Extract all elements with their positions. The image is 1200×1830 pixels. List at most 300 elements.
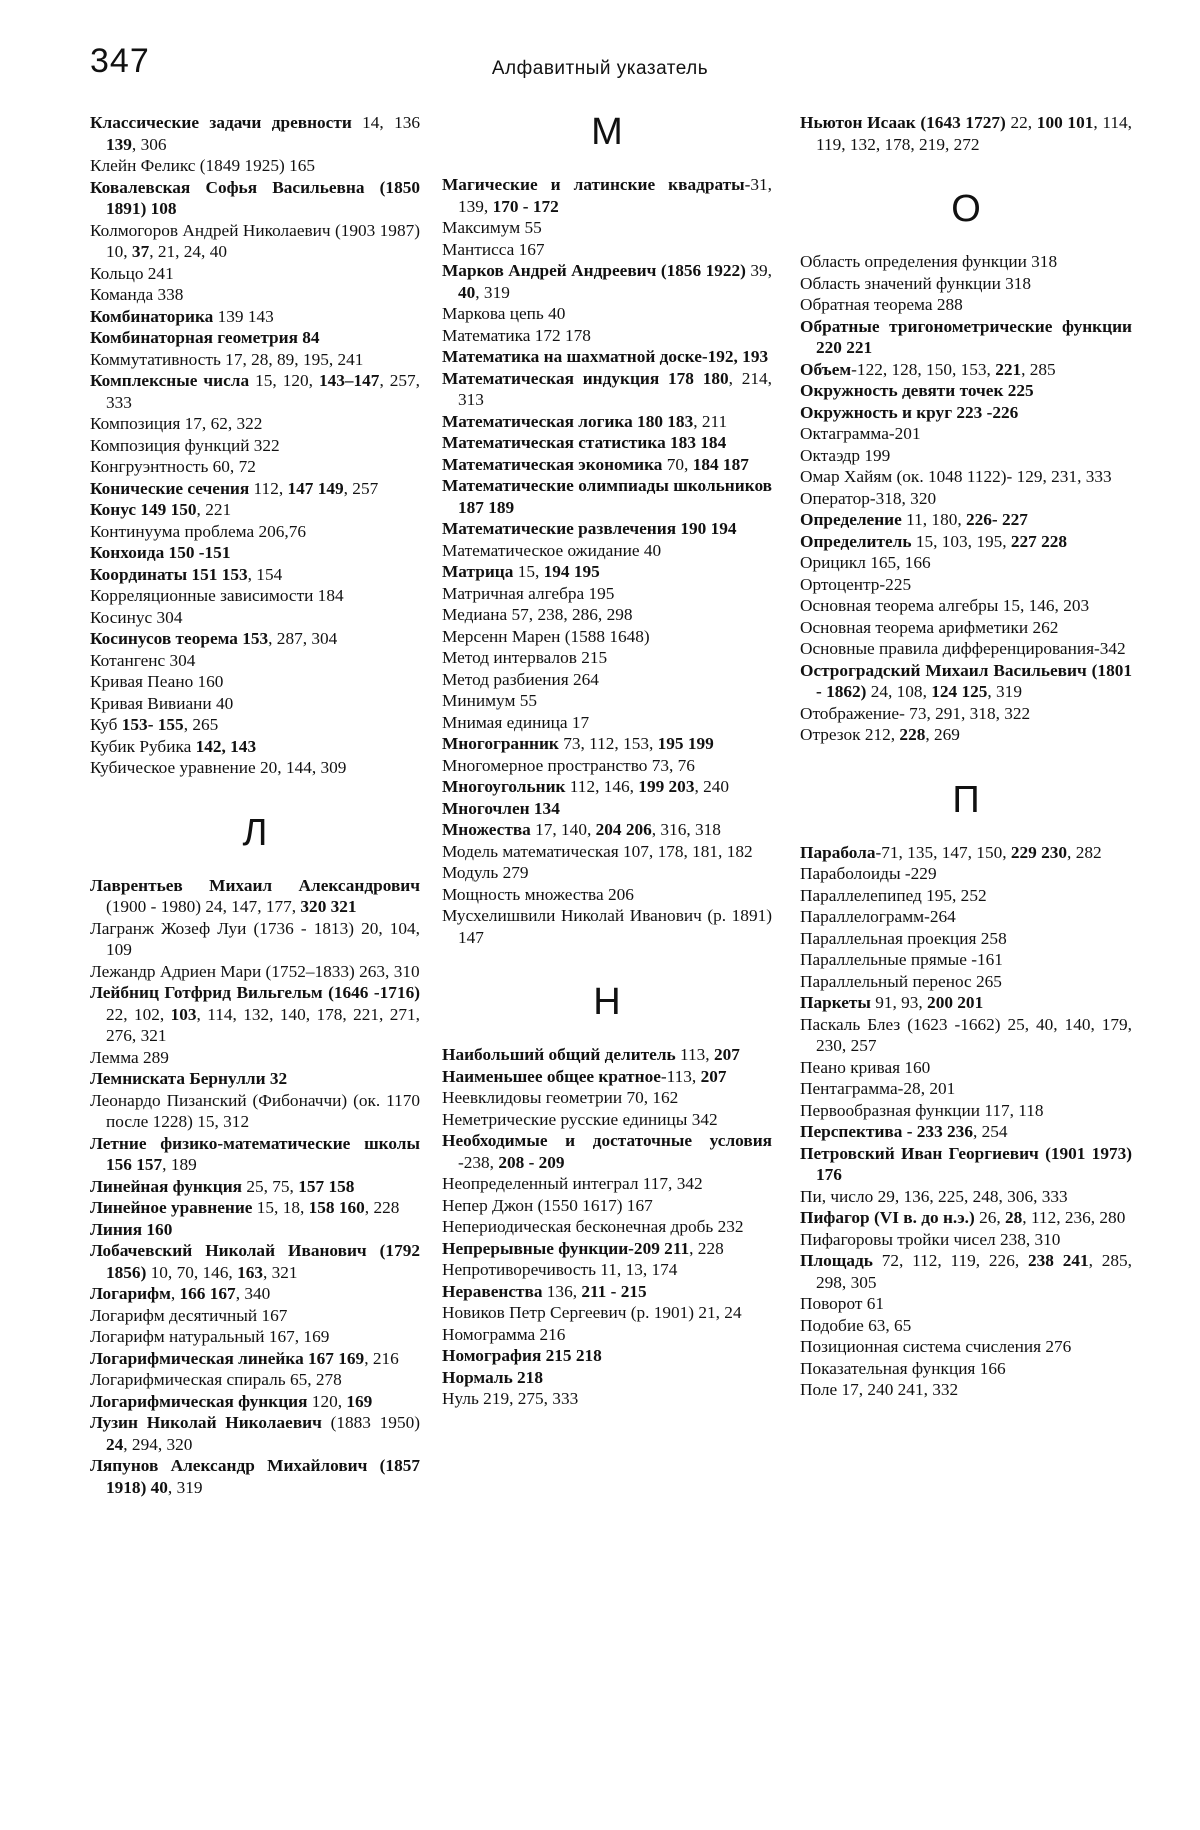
section-letter: Н: [593, 981, 621, 1023]
entry-text-bold: Необходимые и достаточные условия: [442, 1131, 772, 1150]
entry-text: Ортоцентр-225: [800, 574, 912, 594]
index-entry: [90, 112, 420, 155]
index-entry: [90, 1047, 420, 1069]
index-entry: [800, 423, 1132, 445]
index-entry: [800, 1078, 1132, 1100]
entry-text: Показательная функция 166: [800, 1358, 1006, 1378]
index-entry: [90, 177, 420, 220]
entry-text-bold: Наибольший общий делитель: [442, 1045, 676, 1064]
entry-text: , 306: [131, 134, 167, 154]
entry-text-bold: 194 195: [543, 562, 600, 581]
entry-text-bold: Многочлен 134: [442, 798, 560, 818]
entry-text-bold: 40: [458, 282, 476, 302]
section-letter: Л: [242, 811, 268, 854]
entry-text: Пифагоровы тройки чисел 238, 310: [800, 1229, 1061, 1249]
entry-text-bold: Марков Андрей Андреевич (1856 1922): [442, 261, 746, 280]
index-entry: [90, 1133, 420, 1176]
entry-text: Корреляционные зависимости 184: [90, 586, 344, 605]
index-entry: [90, 982, 420, 1047]
index-entry: [800, 928, 1132, 950]
index-entry: [90, 521, 420, 543]
index-entry: [800, 552, 1132, 574]
entry-text: Куб: [90, 715, 122, 734]
index-entry: [442, 841, 772, 863]
index-entry: [800, 1293, 1132, 1315]
entry-text: Логарифм натуральный 167, 169: [90, 1327, 330, 1346]
index-entry: [800, 1121, 1132, 1143]
entry-text: Континуума проблема 206,76: [90, 521, 306, 541]
entry-text: Поле 17, 240 241, 332: [800, 1380, 959, 1399]
index-entry: [442, 1259, 772, 1281]
index-entry: [800, 1250, 1132, 1293]
entry-text-bold: Летние физико-математические школы 156 157: [90, 1133, 420, 1174]
entry-text-bold: 184 187: [692, 454, 749, 474]
index-entry: [442, 1044, 772, 1066]
index-entry: [800, 273, 1132, 295]
index-entry: [800, 402, 1132, 424]
entry-text-bold: 143–147: [318, 371, 380, 390]
index-entry: [800, 112, 1132, 155]
entry-text-bold: Парабола: [800, 842, 876, 862]
entry-text: , 287, 304: [268, 629, 338, 648]
index-entry: [442, 1195, 772, 1217]
entry-text: Параллельная проекция 258: [800, 928, 1007, 948]
entry-text: Конгруэнтность 60, 72: [90, 457, 256, 476]
entry-text-bold: 200 201: [927, 993, 984, 1012]
entry-text: Медиана 57, 238, 286, 298: [442, 605, 633, 624]
entry-text-bold: Ковалевская Софья Васильевна (1850 1891) 108: [90, 177, 420, 218]
index-entry: [800, 863, 1132, 885]
entry-text: Омар Хайям (ок. 1048 1122)- 129, 231, 333: [800, 467, 1112, 486]
index-entry: [90, 220, 420, 263]
entry-text: Лагранж Жозеф Луи (1736 - 1813) 20, 104, 109: [90, 918, 420, 959]
entry-text: Композиция функций 322: [90, 435, 280, 455]
index-entry: [90, 628, 420, 650]
entry-text: , 211: [693, 411, 728, 431]
entry-text: , 265: [183, 715, 219, 734]
entry-text: Неопределенный интеграл 117, 342: [442, 1174, 703, 1193]
index-entry: [800, 466, 1132, 488]
index-entry: [90, 155, 420, 177]
index-entry: [442, 626, 772, 648]
entry-text: Кубик Рубика: [90, 736, 196, 756]
index-entry: [442, 260, 772, 303]
entry-text: , 294, 320: [123, 1434, 193, 1454]
entry-text: 14, 136: [351, 113, 420, 132]
index-entry: [90, 1412, 420, 1455]
index-entry: [442, 1087, 772, 1109]
index-entry: [800, 638, 1132, 660]
entry-text: Лемма 289: [90, 1047, 169, 1067]
index-column-1: [90, 112, 420, 1498]
entry-text-bold: Математические развлечения 190 194: [442, 519, 737, 538]
entry-text-bold: Ньютон Исаак (1643 1727): [800, 113, 1006, 132]
entry-text: 26,: [974, 1208, 1006, 1227]
entry-text: , 112, 236, 280: [1022, 1208, 1126, 1227]
index-entry: [800, 617, 1132, 639]
index-entry: [90, 564, 420, 586]
entry-text-bold: Линия 160: [90, 1219, 173, 1239]
index-entry: [442, 239, 772, 261]
entry-text-bold: Классические задачи древности: [90, 113, 352, 132]
index-entry: [442, 884, 772, 906]
index-entry: [800, 316, 1132, 359]
index-entry: [800, 359, 1132, 381]
entry-text: 22,: [1005, 113, 1037, 132]
entry-text-bold: Петровский Иван Георгиевич (1901 1973) 176: [800, 1143, 1132, 1184]
index-entry: [442, 1109, 772, 1131]
entry-text: Леонардо Пизанский (Фибоначчи) (ок. 1170 после 1228) 15, 312: [90, 1090, 420, 1131]
index-entry: [90, 961, 420, 983]
entry-text-bold: Конус: [90, 500, 137, 519]
entry-text-bold: Неравенства: [442, 1281, 543, 1301]
entry-text-bold: 221: [995, 359, 1022, 379]
entry-text-bold: Логарифмическая функция: [90, 1391, 308, 1411]
entry-text: , 319: [167, 1477, 203, 1497]
entry-text-bold: Паркеты: [800, 993, 871, 1012]
entry-text-bold: Координаты 151 153: [90, 564, 248, 584]
entry-text: 10, 70, 146,: [146, 1262, 238, 1282]
entry-text: 112,: [249, 478, 288, 498]
entry-text-bold: 147 149: [287, 478, 344, 498]
index-entry: [442, 174, 772, 217]
entry-text-bold: 195 199: [657, 734, 714, 753]
entry-text: Область определения функции 318: [800, 252, 1058, 271]
entry-text-bold: Конические сечения: [90, 478, 250, 498]
entry-text: Первообразная функции 117, 118: [800, 1100, 1044, 1120]
entry-text-bold: 163: [237, 1262, 263, 1282]
index-entry: [90, 714, 420, 736]
entry-text-bold: Многогранник: [442, 734, 559, 753]
entry-text-bold: Обратные тригонометрические функции 220 221: [800, 316, 1132, 357]
entry-text-bold: Линейная функция: [90, 1176, 243, 1196]
index-entry: [800, 509, 1132, 531]
index-entry: [800, 1143, 1132, 1186]
entry-text-bold: 149 150: [140, 500, 197, 519]
entry-text: Пи, число 29, 136, 225, 248, 306, 333: [800, 1186, 1068, 1206]
entry-text-bold: 24: [106, 1434, 124, 1454]
entry-text: , 282: [1067, 842, 1102, 862]
entry-text-bold: Магические и латинские квадраты: [442, 175, 745, 194]
index-entry: [800, 724, 1132, 746]
index-entry: [442, 798, 772, 820]
index-entry: [442, 862, 772, 884]
running-head: Алфавитный указатель: [491, 58, 709, 79]
entry-text-bold: 227 228: [1010, 531, 1068, 551]
index-entry: [90, 413, 420, 435]
entry-text: Позиционная система счисления 276: [800, 1337, 1072, 1356]
index-entry: [442, 669, 772, 691]
index-entry: [90, 693, 420, 715]
index-entry: [800, 842, 1132, 864]
entry-text-bold: 320 321: [300, 897, 357, 916]
index-column-2: [442, 112, 772, 1410]
index-entry: [800, 380, 1132, 402]
entry-text: Мусхелишвили Николай Иванович (р. 1891) 147: [442, 906, 772, 947]
index-entry: [442, 368, 772, 411]
entry-text-bold: Лейбниц Готфрид Вильгельм (1646 -1716): [90, 983, 420, 1002]
entry-text-bold: 153- 155: [121, 715, 184, 734]
entry-text: 72, 112, 119, 226,: [872, 1251, 1028, 1270]
entry-text-bold: 103: [170, 1004, 197, 1024]
index-entry: [90, 918, 420, 961]
index-entry: [800, 1358, 1132, 1380]
index-entry: [90, 1090, 420, 1133]
entry-text: Коммутативность 17, 28, 89, 195, 241: [90, 349, 364, 369]
entry-text-bold: 229 230: [1010, 842, 1068, 862]
entry-text: Мерсенн Марен (1588 1648): [442, 626, 650, 646]
index-entry: [800, 488, 1132, 510]
index-entry: [442, 583, 772, 605]
entry-text: , 285, 298, 305: [816, 1251, 1132, 1292]
index-entry: [442, 346, 772, 368]
index-entry: [800, 1379, 1132, 1401]
entry-text: Непериодическая бесконечная дробь 232: [442, 1217, 744, 1236]
index-entry: [442, 1324, 772, 1346]
entry-text-bold: Наименьшее общее кратное: [442, 1066, 661, 1086]
entry-text: Подобие 63, 65: [800, 1315, 912, 1335]
entry-text: , 21, 24, 40: [149, 242, 227, 261]
index-entry: [800, 1057, 1132, 1079]
index-entry: [800, 1315, 1132, 1337]
entry-text: 25, 75,: [242, 1176, 299, 1196]
entry-text: 17, 140,: [530, 820, 596, 839]
entry-text: Неметрические русские единицы 342: [442, 1109, 718, 1129]
entry-text-bold: 124 125: [931, 682, 988, 701]
entry-text: Математика 172 178: [442, 325, 591, 345]
index-entry: [90, 542, 420, 564]
entry-text: 136,: [542, 1281, 582, 1301]
entry-text-bold: 100 101: [1036, 113, 1094, 132]
entry-text: , 285: [1021, 359, 1056, 379]
index-entry: [90, 650, 420, 672]
index-entry: [90, 478, 420, 500]
index-entry: [90, 1305, 420, 1327]
entry-text: , 254: [972, 1122, 1008, 1141]
entry-text-bold: Многоугольник: [442, 777, 566, 796]
entry-text-bold: Комбинаторика: [90, 306, 214, 326]
entry-text: Максимум 55: [442, 218, 542, 237]
entry-text: , 214, 313: [458, 368, 772, 409]
entry-text: Поворот 61: [800, 1294, 885, 1313]
index-entry: [90, 1197, 420, 1219]
entry-text: 73, 112, 153,: [558, 734, 658, 753]
entry-text: Область значений функции 318: [800, 273, 1032, 293]
index-entry: [90, 736, 420, 758]
index-entry: [442, 325, 772, 347]
index-entry: [442, 1388, 772, 1410]
entry-text-bold: 207: [713, 1045, 740, 1064]
entry-text: Пеано кривая 160: [800, 1057, 931, 1077]
index-entry: [442, 1302, 772, 1324]
entry-text-bold: 169: [346, 1391, 373, 1411]
index-entry: [442, 1173, 772, 1195]
index-entry: [90, 263, 420, 285]
entry-text-bold: Ляпунов Александр Михайлович (1857 1918) 40: [90, 1456, 420, 1497]
page-number: 347: [90, 42, 150, 80]
index-entry: [442, 561, 772, 583]
index-entry: [800, 595, 1132, 617]
entry-text: Колмогоров Андрей Николаевич (1903 1987) 10,: [90, 220, 420, 261]
entry-text-bold: Непрерывные функции-209 211: [442, 1238, 690, 1258]
entry-text: , 257, 333: [106, 371, 420, 412]
entry-text: Нуль 219, 275, 333: [442, 1389, 579, 1408]
entry-text: Неевклидовы геометрии 70, 162: [442, 1088, 679, 1107]
entry-text: -113,: [660, 1066, 701, 1086]
index-entry: [800, 294, 1132, 316]
index-entry: [442, 518, 772, 540]
entry-text: ,: [170, 1284, 180, 1303]
entry-text: Параллелепипед 195, 252: [800, 885, 987, 905]
entry-text: Композиция 17, 62, 322: [90, 414, 263, 433]
entry-text: 120,: [307, 1391, 347, 1411]
entry-text: Многомерное пространство 73, 76: [442, 755, 695, 775]
index-entry: [442, 690, 772, 712]
index-entry: [442, 604, 772, 626]
entry-text: Октаэдр 199: [800, 445, 891, 465]
index-entry: [90, 1240, 420, 1283]
entry-text: Модуль 279: [442, 863, 529, 882]
entry-text-bold: Математические олимпиады школьников 187 189: [442, 476, 772, 517]
entry-text-bold: Номография 215 218: [442, 1346, 602, 1365]
index-entry: [442, 776, 772, 798]
entry-text: 139 143: [213, 306, 274, 326]
entry-text: Лежандр Адриен Мари (1752–1833) 263, 310: [90, 961, 420, 981]
index-entry: [442, 1345, 772, 1367]
index-entry: [800, 992, 1132, 1014]
index-entry: [442, 1130, 772, 1173]
entry-text-bold: Лобачевский Николай Иванович (1792 1856): [90, 1241, 420, 1282]
section-letter: П: [952, 778, 980, 821]
index-entry: [90, 875, 420, 918]
entry-text: 22, 102,: [106, 1004, 171, 1024]
entry-text: -71, 135, 147, 150,: [875, 842, 1011, 862]
index-entry: [90, 1326, 420, 1348]
entry-text: , 340: [235, 1284, 271, 1303]
index-entry: [90, 456, 420, 478]
index-entry: [442, 819, 772, 841]
entry-text-bold: Математика на шахматной доске-192, 193: [442, 347, 769, 366]
index-entry: [442, 1367, 772, 1389]
entry-text: , 228: [364, 1198, 400, 1217]
entry-text-bold: 37: [131, 242, 150, 261]
entry-text: Математическое ожидание 40: [442, 540, 662, 560]
index-entry: [90, 499, 420, 521]
entry-text-bold: Логарифм: [90, 1284, 171, 1303]
entry-text: Пентаграмма-28, 201: [800, 1079, 956, 1098]
entry-text-bold: Косинусов теорема 153: [90, 629, 269, 648]
entry-text-bold: Окружность и круг 223 -226: [800, 402, 1019, 422]
index-entry: [800, 574, 1132, 596]
entry-text: , 316, 318: [651, 820, 721, 839]
index-entry: [90, 284, 420, 306]
entry-text: Кривая Вивиани 40: [90, 693, 234, 713]
index-entry: [442, 905, 772, 948]
entry-text: Модель математическая 107, 178, 181, 182: [442, 841, 753, 861]
entry-text-bold: Определитель: [800, 531, 912, 551]
entry-text: -238,: [458, 1152, 499, 1172]
entry-text-bold: Лемниската Бернулли 32: [90, 1069, 288, 1088]
entry-text: 15, 120,: [249, 371, 319, 390]
entry-text: Мощность множества 206: [442, 884, 634, 904]
index-entry: [442, 1281, 772, 1303]
index-entry: [90, 306, 420, 328]
entry-text: -31, 139,: [458, 175, 772, 216]
index-entry: [800, 445, 1132, 467]
index-entry: [800, 531, 1132, 553]
entry-text-bold: Комбинаторная геометрия 84: [90, 328, 320, 347]
entry-text: Непротиворечивость 11, 13, 174: [442, 1260, 678, 1279]
index-entry: [90, 370, 420, 413]
entry-text: , 189: [162, 1155, 197, 1174]
index-entry: [90, 327, 420, 349]
entry-text-bold: Определение: [800, 510, 902, 529]
entry-text: , 269: [925, 725, 960, 744]
entry-text: Клейн Феликс (1849 1925) 165: [90, 156, 315, 175]
entry-text: Отрезок 212,: [800, 725, 900, 744]
entry-text: Матричная алгебра 195: [442, 583, 615, 603]
entry-text-bold: 226- 227: [966, 510, 1028, 529]
entry-text-bold: 142, 143: [195, 736, 257, 756]
entry-text: Новиков Петр Сергеевич (р. 1901) 21, 24: [442, 1303, 742, 1322]
entry-text: 112, 146,: [565, 777, 639, 796]
entry-text: Мнимая единица 17: [442, 712, 590, 732]
entry-text: Параллельный перенос 265: [800, 971, 1002, 991]
index-entry: [800, 1336, 1132, 1358]
section-letter: М: [591, 111, 623, 153]
entry-text-bold: Окружность девяти точек 225: [800, 381, 1034, 400]
index-entry: [90, 1219, 420, 1241]
index-entry: [800, 949, 1132, 971]
index-entry: [442, 217, 772, 239]
entry-text: Непер Джон (1550 1617) 167: [442, 1195, 653, 1215]
section-letter: О: [951, 188, 981, 230]
entry-text-bold: Лаврентьев Михаил Александрович: [90, 875, 420, 895]
entry-text: , 319: [475, 282, 510, 302]
entry-text: -122, 128, 150, 153,: [851, 359, 996, 379]
entry-text: Кольцо 241: [90, 263, 174, 283]
entry-text: , 240: [694, 777, 730, 796]
index-entry: [800, 1207, 1132, 1229]
entry-text-bold: 199 203: [638, 777, 695, 796]
index-entry: [442, 303, 772, 325]
entry-text-bold: Объем: [800, 359, 852, 379]
entry-text: Паскаль Блез (1623 -1662) 25, 40, 140, 179, 230, 257: [800, 1014, 1132, 1055]
entry-text: , 154: [247, 564, 283, 584]
entry-text: Орицикл 165, 166: [800, 553, 931, 572]
entry-text-bold: 228: [899, 725, 926, 744]
entry-text: , 114, 132, 140, 178, 221, 271, 276, 321: [106, 1004, 420, 1045]
index-entry: [442, 454, 772, 476]
entry-text: Параболоиды -229: [800, 864, 937, 883]
index-entry: [442, 432, 772, 454]
entry-text: Котангенс 304: [90, 650, 196, 670]
entry-text-bold: 158 160: [308, 1198, 365, 1217]
entry-text: Параллельные прямые -161: [800, 950, 1003, 969]
entry-text: Основная теорема арифметики 262: [800, 617, 1059, 637]
index-entry: [442, 647, 772, 669]
index-entry: [90, 1283, 420, 1305]
entry-text-bold: Множества: [442, 820, 531, 839]
entry-text-bold: Нормаль 218: [442, 1367, 543, 1387]
entry-text-bold: 139: [106, 134, 132, 154]
entry-text: Отображение- 73, 291, 318, 322: [800, 703, 1031, 723]
entry-text: Основные правила дифференцирования-342: [800, 639, 1126, 658]
entry-text: , 319: [987, 682, 1022, 701]
entry-text-bold: 170 - 172: [492, 196, 559, 216]
entry-text: 11, 180,: [901, 510, 966, 529]
entry-text: Основная теорема алгебры 15, 146, 203: [800, 596, 1090, 615]
